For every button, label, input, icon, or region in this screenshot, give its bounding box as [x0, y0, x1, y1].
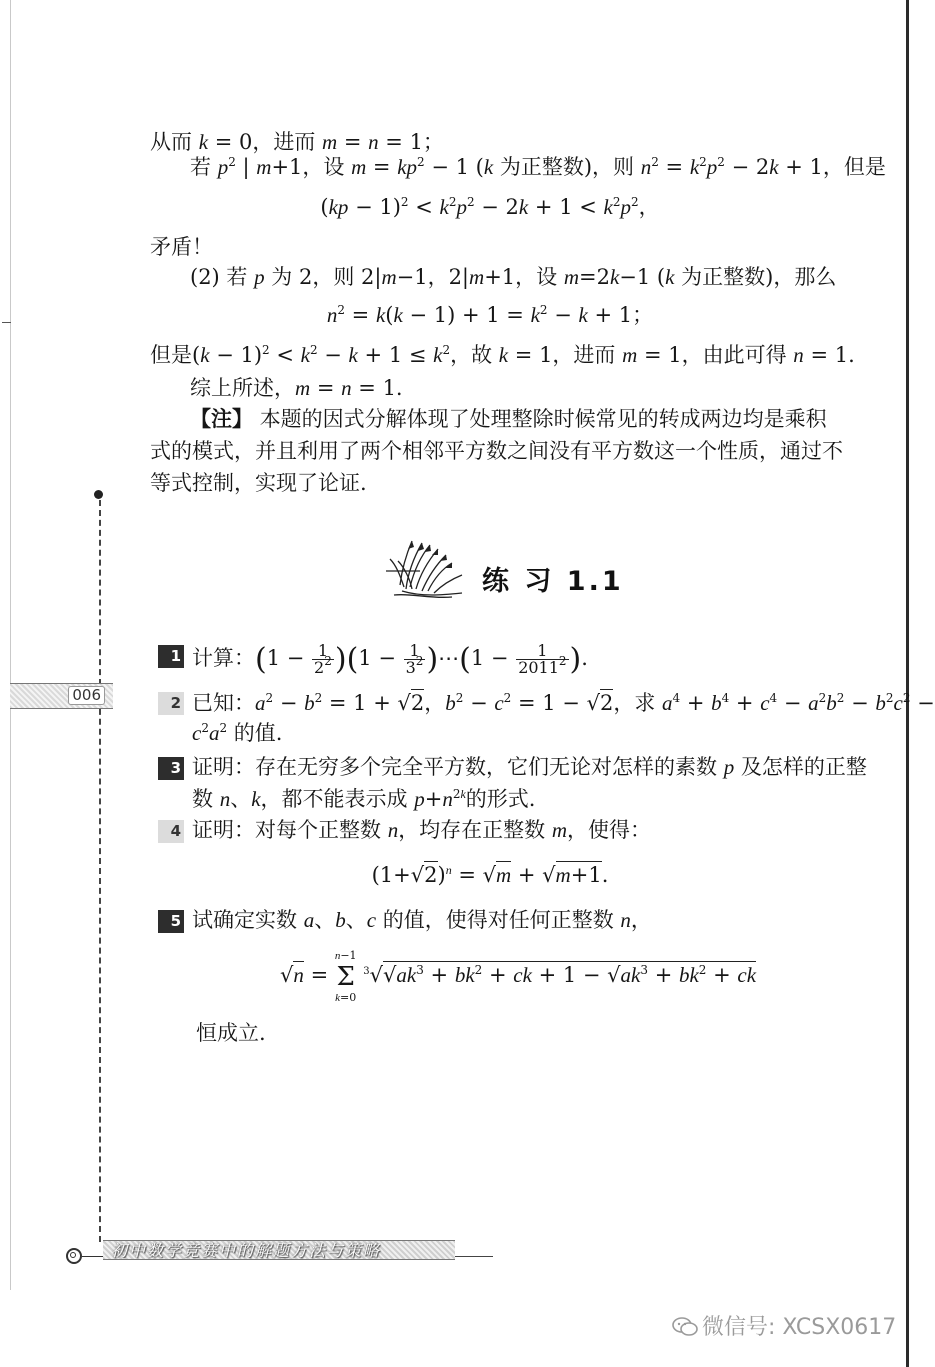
body-line-7: 但是$(k - 1)^2 < k^2 - k + 1 \le k^2$，故 k = 1，进而 m = 1，由此可得 n = 1.	[150, 343, 855, 367]
exercise-3-line-1: 证明：存在无穷多个完全平方数，它们无论对怎样的素数 p 及怎样的正整	[192, 755, 867, 779]
exercise-5-formula: √n = n−1 Σ k=0 $^3√√ak^3 + bk^2$ + ck + $1 - √ak^3 + bk^2$ + ck	[280, 948, 757, 1004]
watermark-text: 微信号: XCSX0617	[702, 1315, 897, 1340]
margin-dashed-line	[99, 500, 101, 1242]
page-right-border	[906, 0, 909, 1367]
exercise-number-1: 1	[158, 645, 184, 668]
body-line-8: 综上所述，m = n = 1.	[190, 376, 403, 400]
page-number: 006	[68, 686, 105, 705]
page-left-border	[10, 0, 11, 1290]
note-line-2: 式的模式，并且利用了两个相邻平方数之间没有平方数这一个性质，通过不	[150, 439, 843, 463]
body-line-1: 从而 k = 0，进而 m = n = 1；	[150, 130, 444, 154]
body-line-6: $n^2 = k(k - 1) + 1 = k^2 - k + 1$；	[326, 303, 654, 327]
exercise-3-line-2: 数 n、k，都不能表示成 $p+n^{2k}$的形式.	[192, 787, 536, 811]
exercise-4-formula: $(1+√2)^n = √m + √m+1$.	[371, 863, 609, 887]
section-title: 练 习 1.1	[482, 566, 624, 597]
footer-rule-right	[455, 1256, 493, 1257]
body-line-5: (2) 若 p 为 2，则 2|m−1，2|m+1，设 m=2k−1 (k 为正整数)，那么	[190, 265, 837, 289]
note-line-3: 等式控制，实现了论证.	[150, 471, 367, 495]
body-line-3: $(kp - 1)^2 < k^2p^2 - 2k + 1 < k^2p^2$，	[320, 195, 660, 219]
margin-tick	[2, 322, 11, 323]
exercise-number-2: 2	[158, 692, 184, 715]
note-label: 【注】	[190, 406, 253, 431]
page-number-tab	[10, 683, 113, 709]
body-line-2: 若 $p^2$ | m+1，设 $m = kp^2 - 1$ (k 为正整数)，则 $n^2 = k^2p^2 - 2k + 1$，但是	[190, 155, 886, 179]
footer-book-title: 初中数学竞赛中的解题方法与策略	[103, 1240, 455, 1260]
wechat-icon	[672, 1317, 698, 1337]
exercise-5-line-2: 恒成立.	[196, 1021, 266, 1045]
note-line-1: 【注】 本题的因式分解体现了处理整除时候常见的转成两边均是乘积	[190, 406, 827, 431]
exercise-number-5: 5	[158, 910, 184, 933]
exercise-2-line-1: 已知：$a^2 - b^2 = 1 + √2$，$b^2 - c^2 = 1 - √2$，求 $a^4 + b^4 + c^4 - a^2b^2 - b^2c^2$ −	[192, 691, 935, 715]
margin-dot	[94, 490, 103, 499]
exercise-number-4: 4	[158, 820, 184, 843]
exercise-number-3: 3	[158, 757, 184, 780]
exercise-1-text: 计算：(1 − $\frac{1}{2^2}$ )(1 − $\frac{1}{3^2}$ )⋯(1 − $\frac{1}{2011^2}$ ).	[192, 641, 588, 677]
watermark	[672, 1310, 896, 1341]
footer-ornament-icon	[66, 1248, 82, 1264]
exercise-5-line-1: 试确定实数 a、b、c 的值，使得对任何正整数 n，	[192, 908, 652, 932]
footer-rule-left	[82, 1256, 103, 1257]
grass-decoration-icon	[382, 535, 482, 605]
section-heading	[382, 535, 642, 605]
exercise-4-line-1: 证明：对每个正整数 n，均存在正整数 m，使得：	[192, 818, 652, 842]
body-line-4: 矛盾！	[150, 235, 213, 259]
exercise-2-line-2: $c^2a^2$ 的值.	[192, 721, 283, 745]
